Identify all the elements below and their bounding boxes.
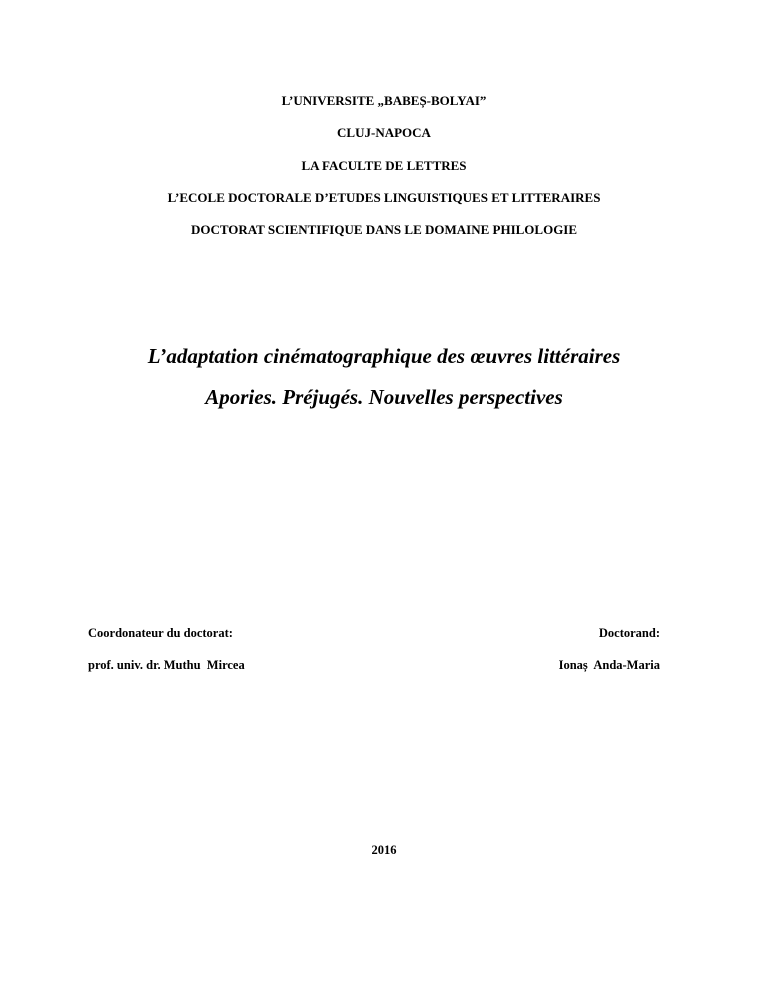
coordinator-label: Coordonateur du doctorat: [88,626,233,640]
doctoral-school-name: L’ECOLE DOCTORALE D’ETUDES LINGUISTIQUES ET LITTERAIRES [167,190,601,205]
city-name: CLUJ-NAPOCA [337,125,431,140]
university-name: L’UNIVERSITE „BABEȘ-BOLYAI” [281,93,487,108]
candidate-label: Doctorand: [598,626,660,640]
candidate-name: Ionaș Anda-Maria [558,658,660,672]
thesis-title: L’adaptation cinématographique des œuvres littéraires [147,344,621,368]
coordinator-name: prof. univ. dr. Muthu Mircea [88,658,245,672]
year: 2016 [371,843,397,857]
faculty-name: LA FACULTE DE LETTRES [301,158,467,173]
doctorate-domain: DOCTORAT SCIENTIFIQUE DANS LE DOMAINE PHILOLOGIE [190,222,578,237]
thesis-subtitle: Apories. Préjugés. Nouvelles perspectives [205,385,563,409]
